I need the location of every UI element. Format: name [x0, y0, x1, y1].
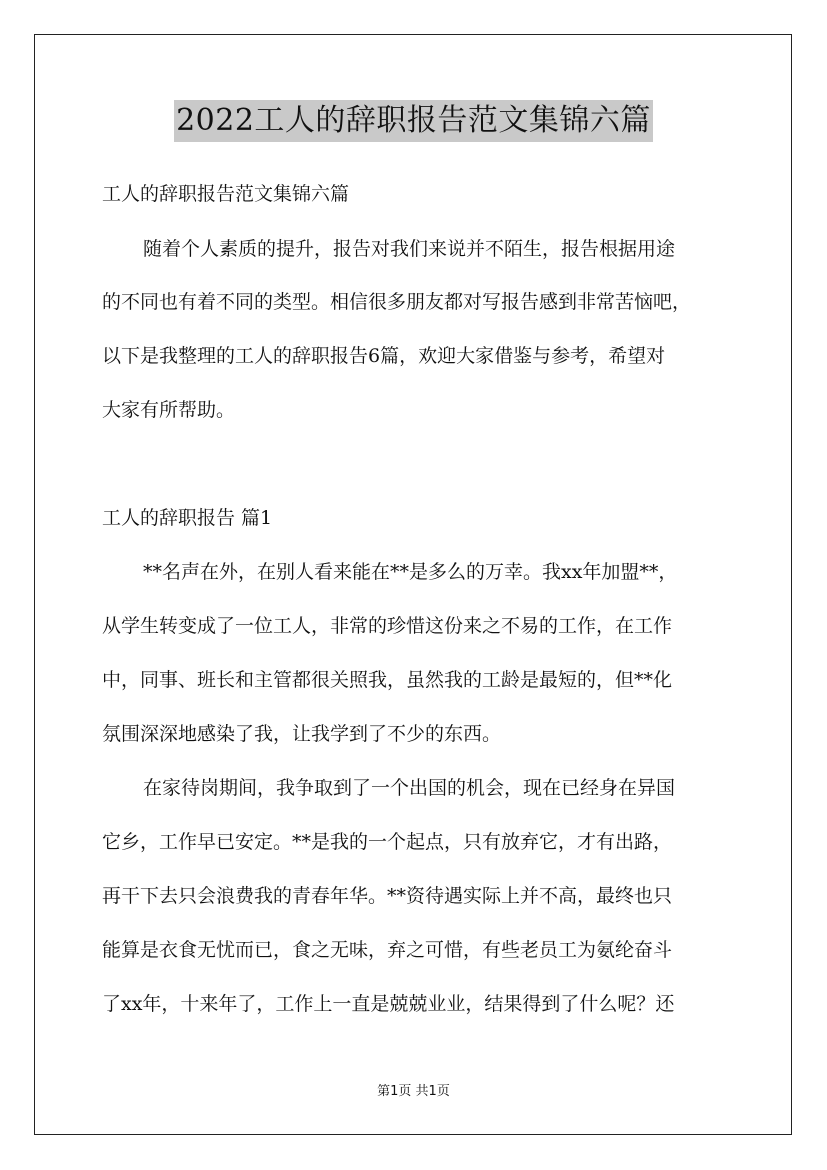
- para2-line-1: 在家待岗期间，我争取到了一个出国的机会，现在已经身在异国: [143, 777, 676, 799]
- intro-line-2: 的不同也有着不同的类型。相信很多朋友都对写报告感到非常苦恼吧，: [102, 291, 692, 313]
- title-container: [0, 100, 827, 142]
- para2-line-3: 再干下去只会浪费我的青春年华。**资待遇实际上并不高，最终也只: [102, 885, 673, 907]
- para1-line-2: 从学生转变成了一位工人，非常的珍惜这份来之不易的工作，在工作: [102, 615, 673, 637]
- section-heading: 工人的辞职报告 篇1: [102, 507, 273, 529]
- intro-line-4: 大家有所帮助。: [102, 399, 236, 421]
- page-footer: 第1页 共1页: [377, 1084, 450, 1099]
- para2-line-4: 能算是衣食无忧而已，食之无味，弃之可惜，有些老员工为氨纶奋斗: [102, 939, 673, 961]
- para2-line-2: 它乡，工作早已安定。**是我的一个起点，只有放弃它，才有出路，: [102, 831, 673, 853]
- intro-line-1: 随着个人素质的提升，报告对我们来说并不陌生，报告根据用途: [143, 238, 676, 260]
- para1-line-1: **名声在外，在别人看来能在**是多么的万幸。我xx年加盟**，: [143, 561, 678, 583]
- document-title: 2022工人的辞职报告范文集锦六篇: [174, 100, 653, 142]
- para2-line-5: 了xx年，十来年了，工作上一直是兢兢业业，结果得到了什么呢？还: [102, 993, 675, 1015]
- intro-line-3: 以下是我整理的工人的辞职报告6篇，欢迎大家借鉴与参考，希望对: [102, 345, 666, 367]
- para1-line-4: 氛围深深地感染了我，让我学到了不少的东西。: [102, 723, 502, 745]
- para1-line-3: 中，同事、班长和主管都很关照我，虽然我的工龄是最短的，但**化: [102, 669, 673, 691]
- document-subtitle: 工人的辞职报告范文集锦六篇: [102, 183, 350, 205]
